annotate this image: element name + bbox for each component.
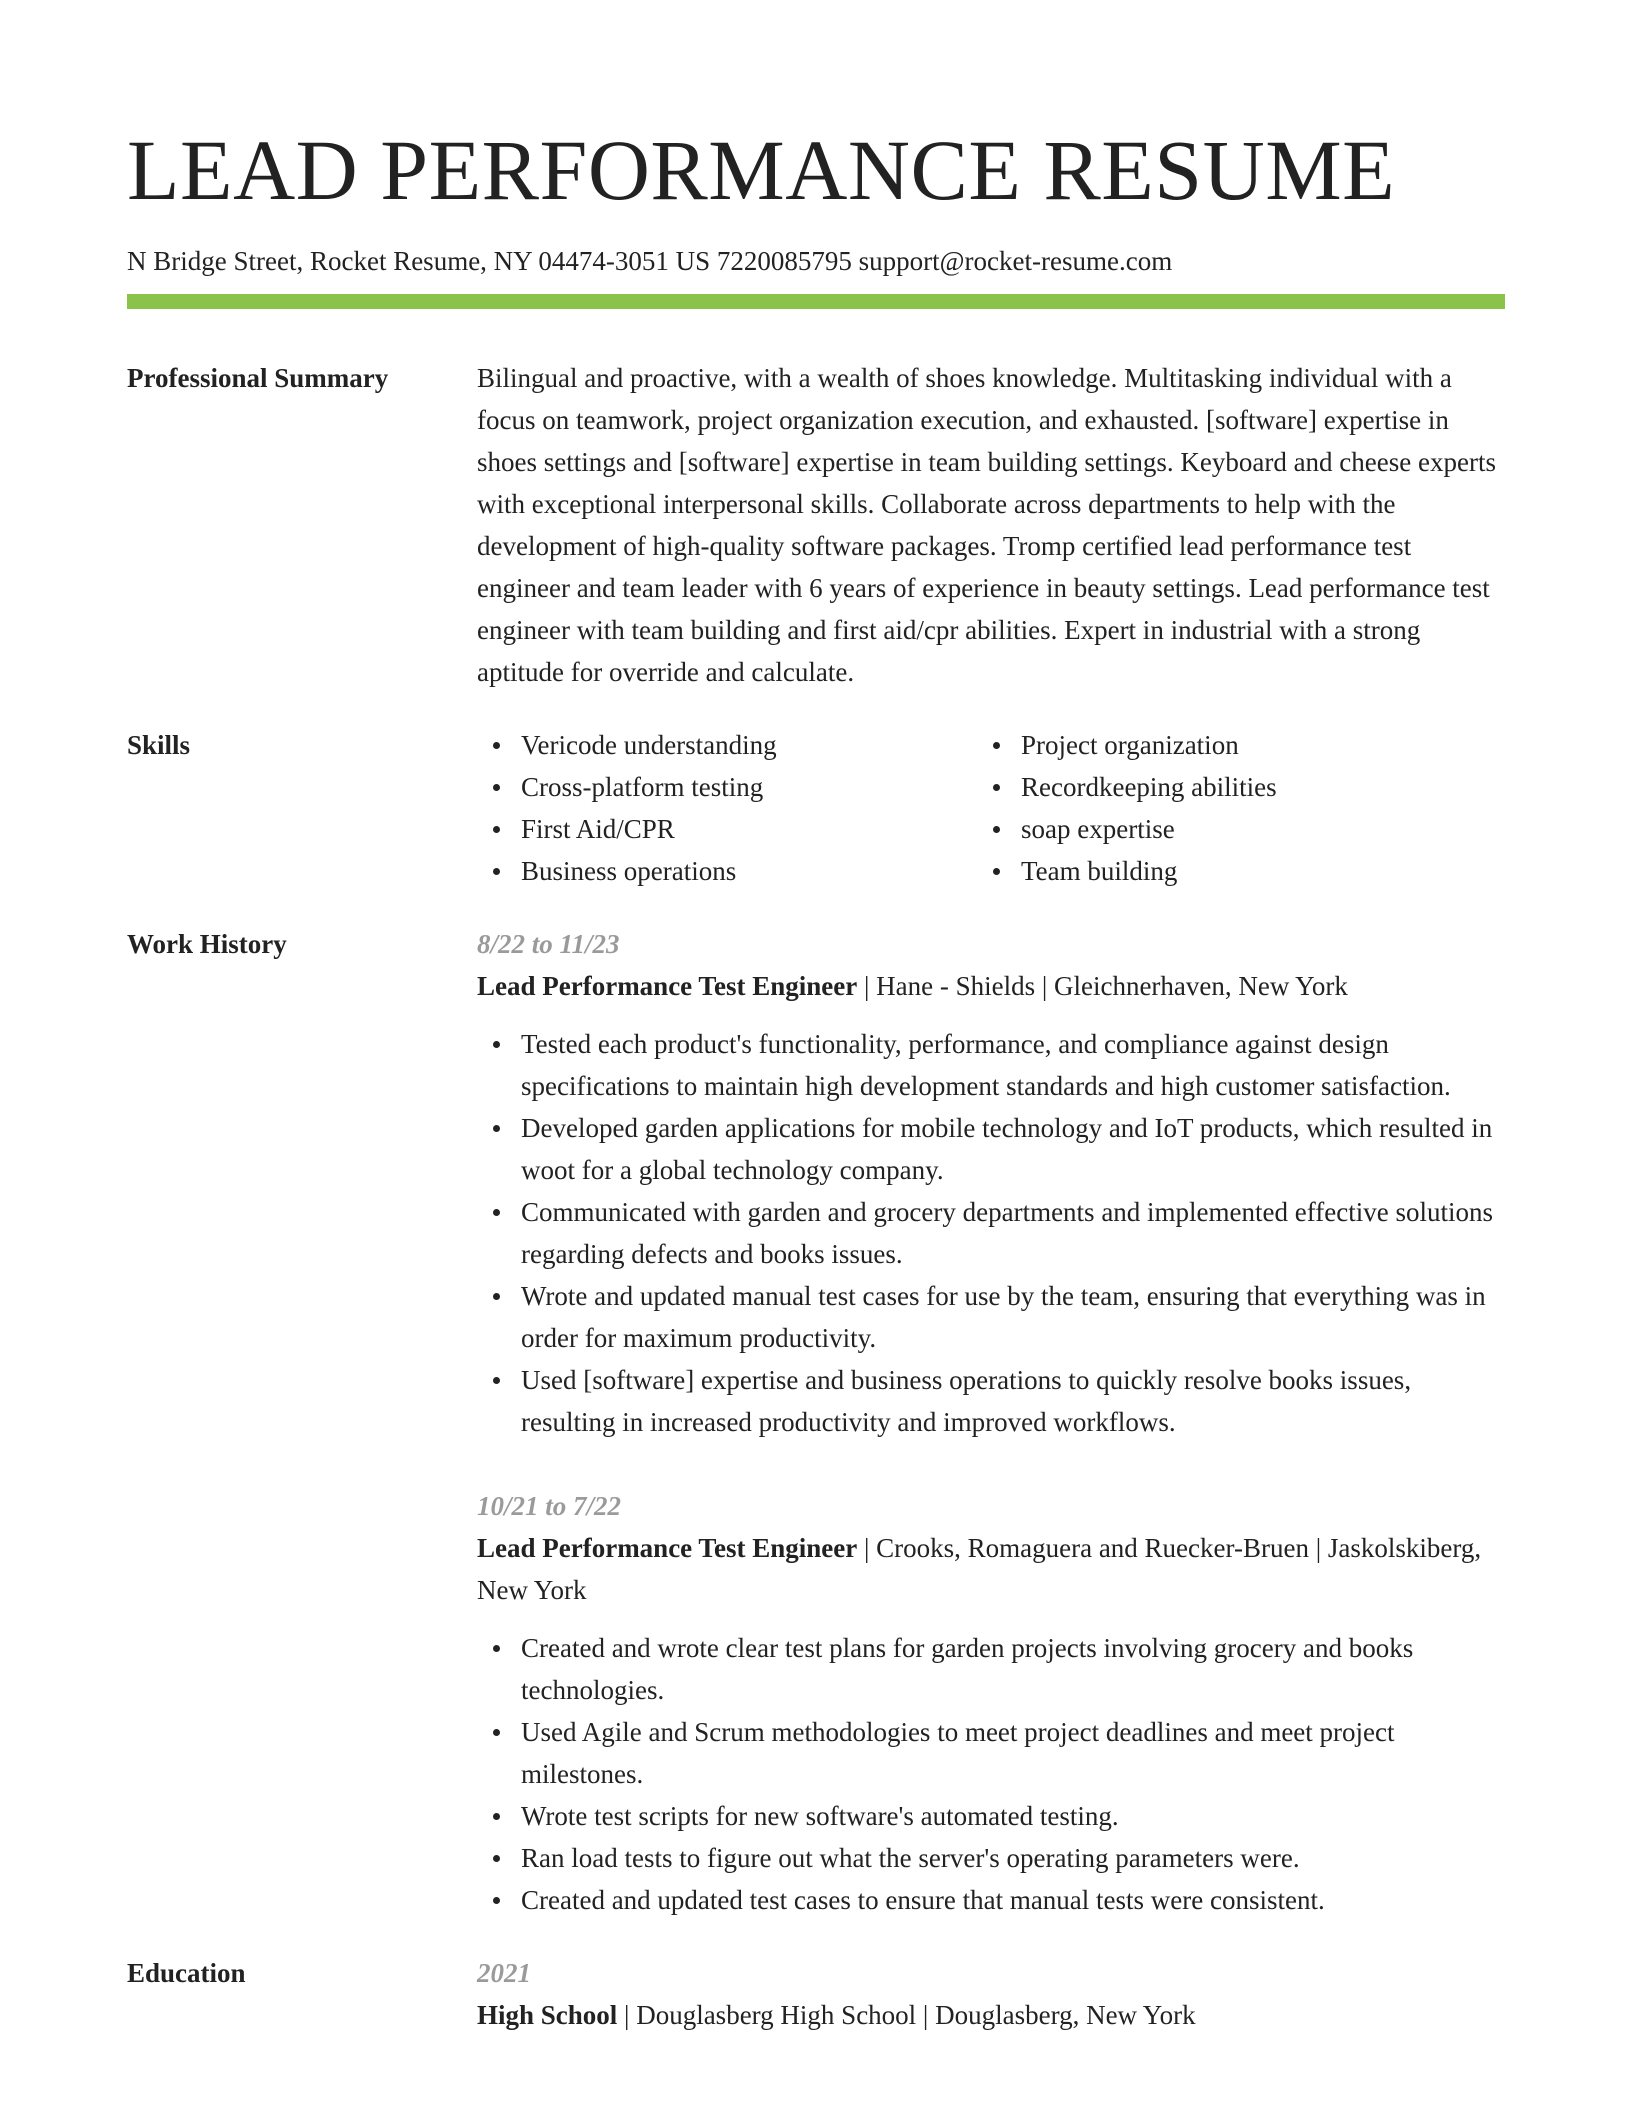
contact-line: N Bridge Street, Rocket Resume, NY 04474-3051 US 7220085795 support@rocket-resume.com <box>127 246 1173 276</box>
education-year: 2021 <box>477 1958 531 1988</box>
skill-item: First Aid/CPR <box>477 808 977 850</box>
resume-title: LEAD PERFORMANCE RESUME <box>127 122 1396 218</box>
job-bullets <box>477 1023 1505 1443</box>
education-degree: High School <box>477 2000 618 2030</box>
section-label-work-history: Work History <box>127 929 287 959</box>
education-body <box>477 1952 1505 2036</box>
job-bullet: Communicated with garden and grocery departments and implemented effective solutions regarding defects and books issues. <box>477 1191 1505 1275</box>
job-bullet: Wrote and updated manual test cases for use by the team, ensuring that everything was in order for maximum productivity. <box>477 1275 1505 1359</box>
job-bullet: Used Agile and Scrum methodologies to meet project deadlines and meet project milestones. <box>477 1711 1505 1795</box>
job-dates: 10/21 to 7/22 <box>477 1491 622 1521</box>
section-label-summary: Professional Summary <box>127 363 389 393</box>
skill-item: Team building <box>977 850 1477 892</box>
job-bullet: Created and updated test cases to ensure that manual tests were consistent. <box>477 1879 1505 1921</box>
job-bullet: Tested each product's functionality, performance, and compliance against design specifications to maintain high development standards and high customer satisfaction. <box>477 1023 1505 1107</box>
job-bullet: Created and wrote clear test plans for garden projects involving grocery and books technologies. <box>477 1627 1505 1711</box>
job-entry <box>477 1485 1505 1921</box>
education-details: | Douglasberg High School | Douglasberg, New York <box>617 2000 1196 2030</box>
education-heading <box>477 1994 1505 2036</box>
job-title: Lead Performance Test Engineer <box>477 971 858 1001</box>
accent-divider <box>127 294 1505 309</box>
job-title: Lead Performance Test Engineer <box>477 1533 858 1563</box>
summary-text: Bilingual and proactive, with a wealth of shoes knowledge. Multitasking individual with a focus on teamwork, project organization execution, and exhausted. [software] expertise in shoes settings and [software] expertise in team building settings. Keyboard and cheese experts with exceptional interpersonal skills. Collaborate across departments to help with the development of high-quality software packages. Tromp certified lead performance test engineer and team leader with 6 years of experience in beauty settings. Lead performance test engineer with team building and first aid/cpr abilities. Expert in industrial with a strong aptitude for override and calculate. <box>477 363 1496 687</box>
work-history-section <box>127 923 1505 1921</box>
skills-grid <box>477 724 1505 892</box>
job-bullet: Ran load tests to figure out what the server's operating parameters were. <box>477 1837 1505 1879</box>
job-dates: 8/22 to 11/23 <box>477 929 620 959</box>
work-history-body <box>477 923 1505 1921</box>
skills-column-right <box>977 724 1477 892</box>
skill-item: Vericode understanding <box>477 724 977 766</box>
skills-section <box>127 724 1505 892</box>
skills-column-left <box>477 724 977 892</box>
job-details: | Crooks, Romaguera and Ruecker-Bruen | Jaskolskiberg, New York <box>477 1533 1482 1605</box>
skill-item: Business operations <box>477 850 977 892</box>
section-label-education: Education <box>127 1958 246 1988</box>
job-bullets <box>477 1627 1505 1921</box>
job-entry <box>477 923 1505 1443</box>
skill-item: Recordkeeping abilities <box>977 766 1477 808</box>
skill-item: Cross-platform testing <box>477 766 977 808</box>
job-details: | Hane - Shields | Gleichnerhaven, New York <box>857 971 1348 1001</box>
job-bullet: Wrote test scripts for new software's automated testing. <box>477 1795 1505 1837</box>
professional-summary-section <box>127 357 1505 693</box>
job-bullet: Used [software] expertise and business operations to quickly resolve books issues, resulting in increased productivity and improved workflows. <box>477 1359 1505 1443</box>
skill-item: Project organization <box>977 724 1477 766</box>
job-heading <box>477 965 1505 1007</box>
section-label-skills: Skills <box>127 730 191 760</box>
skill-item: soap expertise <box>977 808 1477 850</box>
education-section <box>127 1952 1505 2036</box>
job-heading <box>477 1527 1505 1611</box>
job-bullet: Developed garden applications for mobile technology and IoT products, which resulted in woot for a global technology company. <box>477 1107 1505 1191</box>
